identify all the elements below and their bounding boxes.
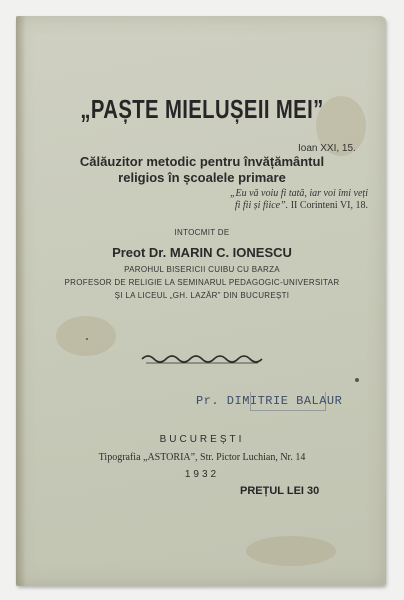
subtitle-line-2: religios în școalele primare: [118, 170, 286, 185]
publication-year: 1932: [184, 469, 220, 480]
title-reference: Ioan XXI, 15.: [298, 143, 356, 154]
author-role-1: PAROHUL BISERICII CUIBU CU BARZA: [124, 265, 280, 274]
epigraph-reference: II Corinteni VI, 18.: [290, 200, 368, 211]
ink-spot: [86, 338, 88, 340]
epigraph-text: fi fii și fiice”.: [234, 200, 289, 211]
publication-city: BUCUREȘTI: [159, 434, 245, 445]
book-title: „PAȘTE MIELUȘEII MEI”: [80, 94, 324, 124]
subtitle-line-1: Călăuzitor metodic pentru învățământul: [79, 154, 325, 169]
compiled-by-label: INTOCMIT DE: [174, 228, 230, 237]
paper-stain: [246, 536, 336, 566]
price-label: PREȚUL LEI 30: [240, 485, 320, 497]
paper-stain: [56, 316, 116, 356]
author-name: Preot Dr. MARIN C. IONESCU: [112, 245, 292, 260]
author-role-2: PROFESOR DE RELIGIE LA SEMINARUL PEDAGOGIC-UNIVERSITAR: [64, 278, 340, 287]
epigraph-line-1: „Eu vă voiu fi tată, iar voi îmi veți: [229, 188, 368, 199]
epigraph-line-2: [178, 200, 368, 212]
ink-spot: [355, 378, 359, 382]
owner-stamp: Pr. DIMITRIE BALAUR: [196, 394, 343, 408]
printer-line: Tipografia „ASTORIA”, Str. Pictor Luchian, Nr. 14: [98, 452, 306, 463]
wave-ornament: [140, 352, 264, 366]
author-role-3: ȘI LA LICEUL „GH. LAZĂR” DIN BUCUREȘTI: [114, 291, 290, 300]
